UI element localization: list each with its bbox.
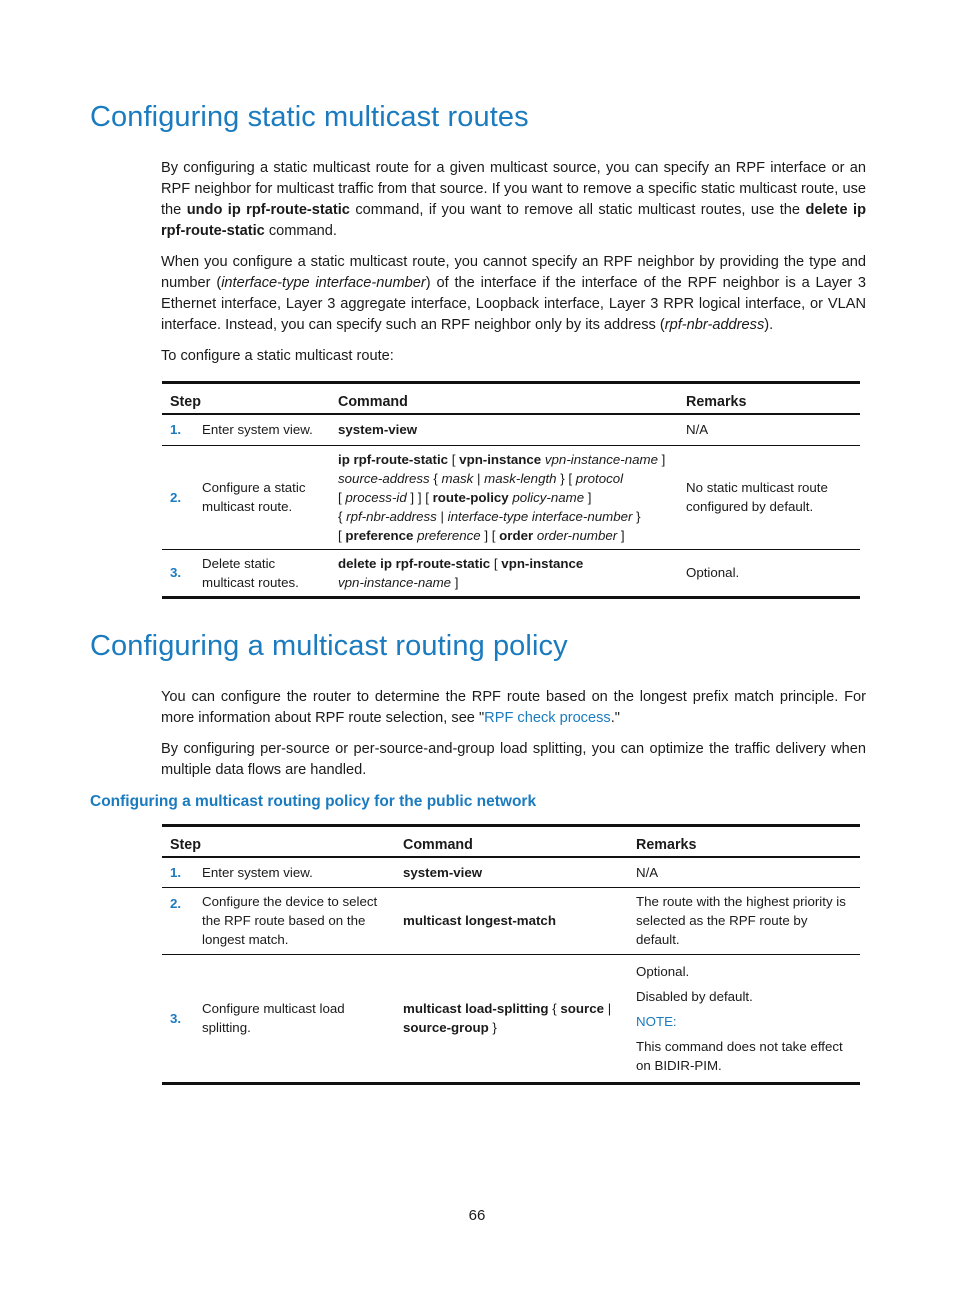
table-row [162,445,860,549]
command-cell: delete ip rpf-route-static [ vpn-instance vpn-instance-name ] [330,549,678,597]
subsection-title-public-network: Configuring a multicast routing policy for the public network [90,793,537,810]
table-header-row [162,826,860,858]
routing-policy-table [162,824,860,1085]
table-header-row [162,383,860,415]
static-route-table [162,381,860,599]
header-remarks: Remarks [678,383,860,415]
header-command: Command [395,826,628,858]
command-cell: multicast longest-match [395,887,628,954]
step-number: 3. [162,549,194,597]
table-row [162,954,860,1083]
step-number: 3. [162,954,194,1083]
step-number: 1. [162,857,194,887]
note-text: This command does not take effect on BIDIR-PIM. [636,1038,843,1073]
paragraph: By configuring a static multicast route for a given multicast source, you can specify an RPF interface or an RPF neighbor for multicast traffic from that source. If you want to remove a specific static multicast route, use the undo ip rpf-route-static command, if you want to remove all static multicast routes, use the delete ip rpf-route-static command. [161,160,867,239]
command-cell: system-view [395,857,628,887]
header-remarks: Remarks [628,826,860,858]
header-step: Step [162,383,330,415]
step-text: Configure a static multicast route. [194,445,330,549]
paragraph: To configure a static multicast route: [161,348,394,364]
step-number: 2. [162,445,194,549]
step-number: 1. [162,414,194,445]
step-text: Delete static multicast routes. [194,549,330,597]
step-number: 2. [162,887,194,954]
table-row [162,414,860,445]
header-command: Command [330,383,678,415]
paragraph: When you configure a static multicast route, you cannot specify an RPF neighbor by providing the type and number (interface-type interface-number) of the interface if the interface of the RPF neighbor is a Layer 3 Ethernet interface, Layer 3 aggregate interface, Loopback interface, Layer 3 RPR logical interface, or VLAN interface. Instead, you can specify such an RPF neighbor only by its address (rpf-nbr-address). [161,254,866,333]
command-cell: ip rpf-route-static [ vpn-instance vpn-instance-name ] source-address { mask | mask-length } [ protocol [ process-id ] ] [ route-policy policy-name ] { rpf-nbr-address | interface-type interface-number } [ preference preference ] [ order order-number ] [330,445,678,549]
step-text: Configure the device to select the RPF route based on the longest match. [194,887,395,954]
remarks-cell: The route with the highest priority is selected as the RPF route by default. [628,887,860,954]
remark-default: Disabled by default. [636,988,753,1004]
rpf-check-process-link[interactable]: RPF check process [484,710,611,726]
remarks-cell: No static multicast route configured by default. [678,445,860,549]
command-cell: multicast load-splitting { source | source-group } [395,954,628,1083]
step-text: Enter system view. [194,857,395,887]
step-text: Enter system view. [194,414,330,445]
header-step: Step [162,826,395,858]
table-row [162,887,860,954]
note-label: NOTE: [636,1013,677,1029]
remarks-cell: N/A [678,414,860,445]
command-cell: system-view [330,414,678,445]
remarks-cell [628,954,860,1083]
page-number: 66 [468,1207,486,1224]
table-row [162,857,860,887]
table-row [162,549,860,597]
remarks-cell: N/A [628,857,860,887]
paragraph: By configuring per-source or per-source-and-group load splitting, you can optimize the traffic delivery when multiple data flows are handled. [161,741,866,778]
step-text: Configure multicast load splitting. [194,954,395,1083]
section-title-static-routes: Configuring static multicast routes [90,101,529,133]
paragraph: You can configure the router to determine the RPF route based on the longest prefix match principle. For more information about RPF route selection, see "RPF check process." [161,689,866,726]
section-title-routing-policy: Configuring a multicast routing policy [90,630,568,662]
remarks-cell: Optional. [678,549,860,597]
remark-optional: Optional. [636,963,690,979]
